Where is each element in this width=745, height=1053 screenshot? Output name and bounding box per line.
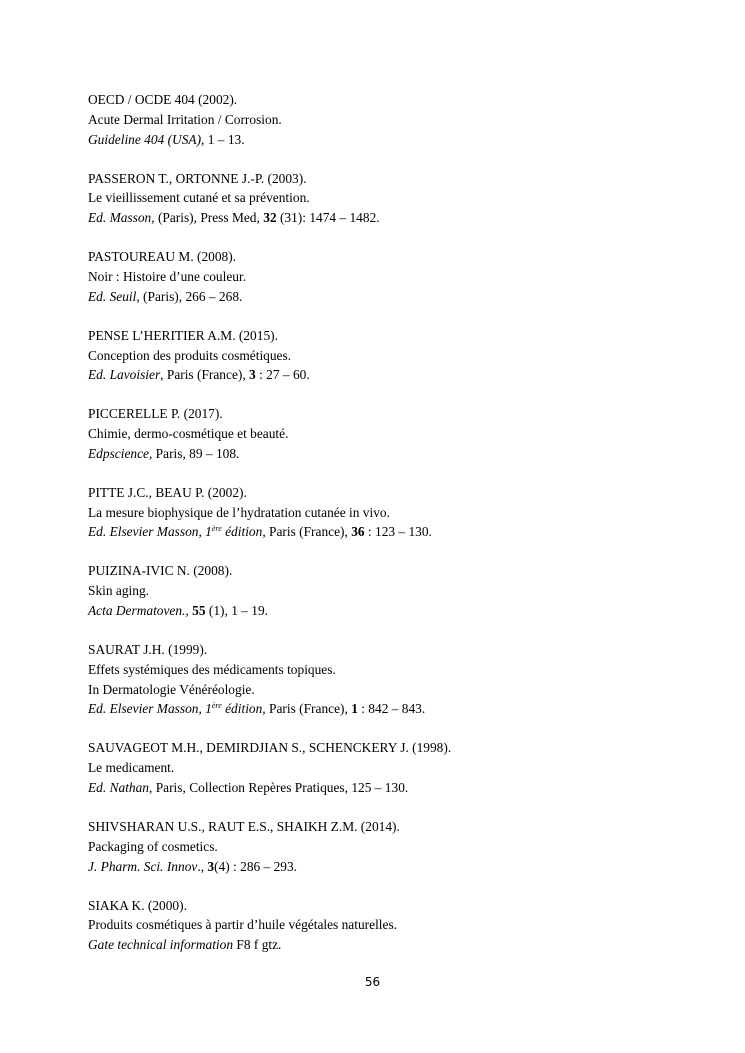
reference-entry	[88, 738, 708, 797]
reference-entry	[88, 561, 708, 620]
reference-title: Le medicament.	[88, 760, 175, 776]
reference-source	[88, 601, 708, 621]
source-journal: J. Pharm. Sci. Innov	[88, 858, 198, 874]
source-details: Paris (France),	[265, 701, 352, 717]
reference-title: Chimie, dermo-cosmétique et beauté.	[88, 426, 289, 442]
reference-title: Packaging of cosmetics.	[88, 838, 218, 854]
reference-entry	[88, 90, 708, 149]
source-journal: Acta Dermatoven.,	[88, 603, 189, 619]
reference-header: SAUVAGEOT M.H., DEMIRDJIAN S., SCHENCKERY J. (1998).	[88, 740, 452, 756]
reference-header: OECD / OCDE 404 (2002).	[88, 92, 238, 107]
source-volume: 55	[192, 603, 206, 619]
source-journal: Ed. Elsevier Masson, 1	[88, 701, 212, 717]
source-pages: (31): 1474 – 1482.	[276, 210, 380, 226]
reference-entry	[88, 483, 708, 542]
reference-entry	[88, 817, 708, 876]
source-edition: édition	[221, 524, 263, 540]
page-number: 56	[364, 975, 381, 989]
source-details: 1 – 13.	[204, 131, 245, 147]
source-journal: Ed. Seuil	[88, 288, 137, 304]
reference-subtitle: In Dermatologie Vénéréologie.	[88, 681, 255, 697]
source-volume: 1	[351, 701, 358, 717]
reference-header: PUIZINA-IVIC N. (2008).	[88, 563, 233, 579]
source-volume: 3	[249, 367, 256, 383]
reference-title: Conception des produits cosmétiques.	[88, 347, 292, 363]
reference-entry	[88, 404, 708, 463]
source-pages: : 123 – 130.	[364, 524, 432, 540]
reference-source	[88, 444, 708, 464]
reference-header: SAURAT J.H. (1999).	[88, 642, 208, 658]
reference-title: La mesure biophysique de l’hydratation cutanée in vivo.	[88, 504, 390, 520]
source-volume: 36	[351, 524, 365, 540]
source-superscript: ère	[211, 701, 222, 711]
source-volume: 32	[263, 210, 277, 226]
source-pages: : 842 – 843.	[357, 701, 426, 717]
source-journal: Edpscience	[88, 445, 149, 461]
source-journal: Ed. Nathan	[88, 780, 150, 796]
source-journal: Gate technical information	[88, 937, 234, 953]
reference-header: SHIVSHARAN U.S., RAUT E.S., SHAIKH Z.M. (2014).	[88, 819, 400, 834]
source-details: .,	[197, 858, 208, 874]
reference-header: PASTOUREAU M. (2008).	[88, 249, 237, 265]
source-superscript: ère	[211, 524, 222, 534]
reference-title: Produits cosmétiques à partir d’huile végétales naturelles.	[88, 917, 398, 933]
source-journal: Guideline 404 (USA),	[88, 131, 205, 147]
reference-header: PICCERELLE P. (2017).	[88, 406, 223, 422]
reference-source	[88, 699, 708, 719]
source-details: , Paris, 89 – 108.	[148, 445, 240, 461]
source-details: , (Paris), 266 – 268.	[136, 288, 243, 304]
reference-source	[88, 365, 708, 385]
source-details: , Paris (France),	[262, 524, 352, 540]
reference-title: Skin aging.	[88, 583, 150, 599]
source-details: , Paris, Collection Repères Pratiques, 125 – 130.	[149, 780, 409, 796]
source-pages: (4) : 286 – 293.	[214, 858, 298, 874]
reference-title: Noir : Histoire d’une couleur.	[88, 268, 247, 284]
reference-source	[88, 130, 708, 150]
reference-entry	[88, 326, 708, 385]
source-details: , Paris (France),	[160, 367, 250, 383]
reference-source	[88, 208, 708, 228]
reference-source	[88, 287, 708, 307]
source-journal: Ed. Masson,	[88, 210, 155, 226]
reference-list	[88, 90, 708, 974]
reference-header: PENSE L’HERITIER A.M. (2015).	[88, 327, 278, 343]
reference-source	[88, 778, 708, 798]
reference-entry	[88, 247, 708, 306]
reference-source	[88, 522, 708, 542]
reference-title: Effets systémiques des médicaments topiques.	[88, 661, 336, 677]
reference-header: PASSERON T., ORTONNE J.-P. (2003).	[88, 170, 307, 186]
source-edition: édition,	[221, 701, 266, 717]
reference-title: Acute Dermal Irritation / Corrosion.	[88, 111, 282, 127]
reference-source	[88, 857, 708, 877]
source-journal: Ed. Elsevier Masson, 1	[88, 524, 212, 540]
reference-entry	[88, 640, 708, 719]
reference-title: Le vieillissement cutané et sa prévention.	[88, 190, 310, 206]
reference-source	[88, 935, 708, 955]
reference-header: SIAKA K. (2000).	[88, 897, 187, 913]
source-journal: Ed. Lavoisier	[88, 367, 161, 383]
reference-header: PITTE J.C., BEAU P. (2002).	[88, 484, 247, 500]
reference-entry	[88, 169, 708, 228]
reference-entry	[88, 896, 708, 955]
source-pages: (1), 1 – 19.	[205, 603, 269, 619]
source-details: F8 f gtz.	[233, 937, 282, 953]
source-pages: : 27 – 60.	[255, 367, 310, 383]
source-volume: 3	[207, 858, 215, 874]
source-details: (Paris), Press Med,	[154, 210, 264, 226]
